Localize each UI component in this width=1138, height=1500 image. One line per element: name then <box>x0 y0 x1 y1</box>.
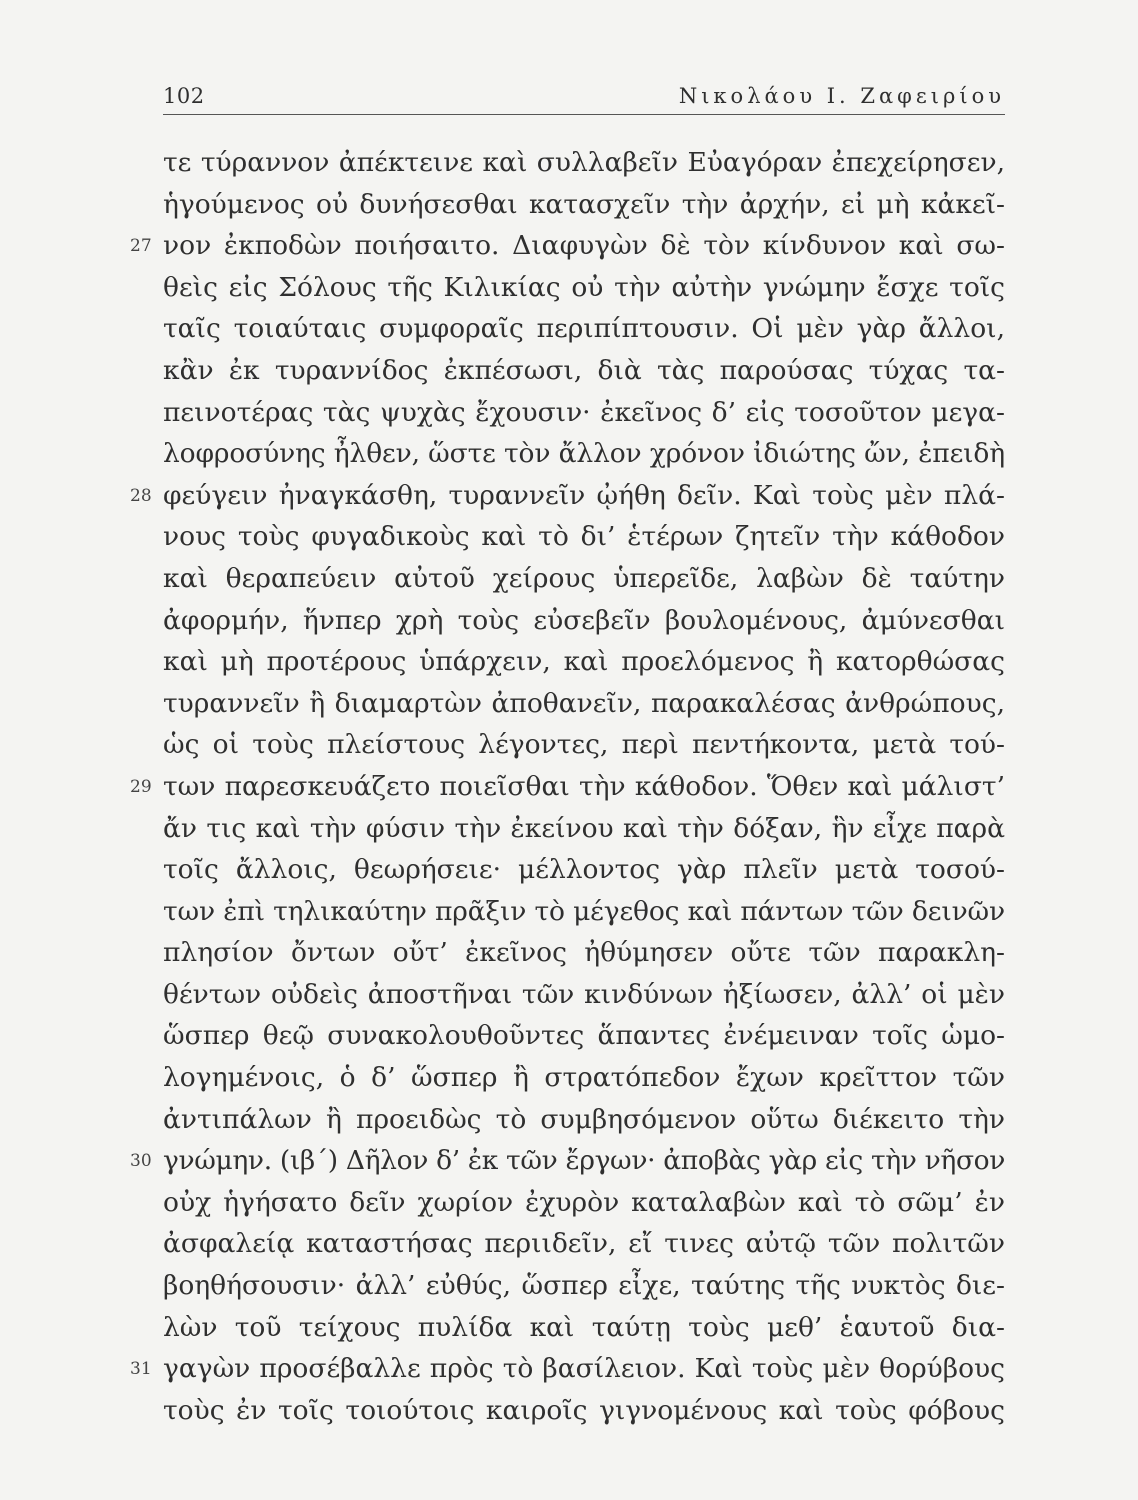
text-line <box>130 267 1030 309</box>
line-text: ἀφορμήν, ἥνπερ χρὴ τοὺς εὐσεβεῖν βουλομένους, ἀμύνεσθαι <box>163 604 1005 636</box>
line-text: κἂν ἐκ τυραννίδος ἐκπέσωσι, διὰ τὰς παρούσας τύχας τα- <box>163 354 1005 386</box>
text-line <box>130 1015 1030 1057</box>
line-text: ἀντιπάλων ἢ προειδὼς τὸ συμβησόμενον οὕτω διέκειτο τὴν <box>163 1103 1005 1135</box>
text-line <box>130 184 1030 226</box>
text-line <box>130 683 1030 725</box>
line-text: νον ἐκποδὼν ποιήσαιτο. Διαφυγὼν δὲ τὸν κίνδυνον καὶ σω- <box>163 230 1005 262</box>
line-text: φεύγειν ἠναγκάσθη, τυραννεῖν ᾠήθη δεῖν. Καὶ τοὺς μὲν πλά- <box>163 479 1005 511</box>
line-text: πλησίον ὄντων οὔτ’ ἐκεῖνος ἠθύμησεν οὔτε τῶν παρακλη- <box>163 937 1005 969</box>
line-text: τυραννεῖν ἢ διαμαρτὼν ἀποθανεῖν, παρακαλέσας ἀνθρώπους, <box>163 687 1005 719</box>
text-line <box>130 1057 1030 1099</box>
text-line <box>130 350 1030 392</box>
text-line <box>130 475 1030 517</box>
text-line <box>130 1265 1030 1307</box>
line-text: βοηθήσουσιν· ἀλλ’ εὐθύς, ὥσπερ εἶχε, ταύτης τῆς νυκτὸς διε- <box>163 1270 1005 1302</box>
text-line <box>130 932 1030 974</box>
text-line <box>130 225 1030 267</box>
line-number: 29 <box>130 776 152 797</box>
text-line <box>130 974 1030 1016</box>
line-text: ἄν τις καὶ τὴν φύσιν τὴν ἐκείνου καὶ τὴν δόξαν, ἣν εἶχε παρὰ <box>163 812 1005 844</box>
text-line <box>130 308 1030 350</box>
line-number: 31 <box>130 1359 152 1380</box>
line-text: ὡς οἱ τοὺς πλείστους λέγοντες, περὶ πεντήκοντα, μετὰ τού- <box>163 729 1005 761</box>
line-text: ἀσφαλείᾳ καταστήσας περιιδεῖν, εἴ τινες αὐτῷ τῶν πολιτῶν <box>163 1228 1005 1260</box>
line-text: θεὶς εἰς Σόλους τῆς Κιλικίας οὐ τὴν αὐτὴν γνώμην ἔσχε τοῖς <box>163 271 1005 303</box>
text-line <box>130 641 1030 683</box>
text-line <box>130 1390 1030 1432</box>
body-text <box>130 142 1030 1431</box>
line-text: καὶ μὴ προτέρους ὑπάρχειν, καὶ προελόμενος ἢ κατορθώσας <box>163 646 1005 678</box>
line-text: τοὺς ἐν τοῖς τοιούτοις καιροῖς γιγνομένους καὶ τοὺς φόβους <box>163 1394 1005 1426</box>
text-line <box>130 808 1030 850</box>
text-line <box>130 1223 1030 1265</box>
line-text: πεινοτέρας τὰς ψυχὰς ἔχουσιν· ἐκεῖνος δ’ εἰς τοσοῦτον μεγα- <box>163 396 1005 428</box>
text-line <box>130 1182 1030 1224</box>
text-line <box>130 1099 1030 1141</box>
line-text: οὐχ ἡγήσατο δεῖν χωρίον ἐχυρὸν καταλαβὼν καὶ τὸ σῶμ’ ἐν <box>163 1186 1005 1218</box>
text-line <box>130 1307 1030 1349</box>
line-text: νους τοὺς φυγαδικοὺς καὶ τὸ δι’ ἑτέρων ζητεῖν τὴν κάθοδον <box>163 521 1005 553</box>
line-text: γαγὼν προσέβαλλε πρὸς τὸ βασίλειον. Καὶ τοὺς μὲν θορύβους <box>163 1353 1005 1385</box>
line-number: 28 <box>130 485 152 506</box>
text-line <box>130 1348 1030 1390</box>
text-line <box>130 516 1030 558</box>
line-text: των παρεσκευάζετο ποιεῖσθαι τὴν κάθοδον. Ὅθεν καὶ μάλιστ’ <box>163 770 1005 802</box>
line-text: καὶ θεραπεύειν αὐτοῦ χείρους ὑπερεῖδε, λαβὼν δὲ ταύτην <box>163 562 1005 594</box>
text-line <box>130 1140 1030 1182</box>
line-number: 30 <box>130 1151 152 1172</box>
text-line <box>130 766 1030 808</box>
text-line <box>130 433 1030 475</box>
page-header <box>163 80 1005 115</box>
text-line <box>130 724 1030 766</box>
running-head: Νικολάου Ι. Ζαφειρίου <box>678 84 1005 108</box>
line-text: τε τύραννον ἀπέκτεινε καὶ συλλαβεῖν Εὐαγόραν ἐπεχείρησεν, <box>163 147 1005 178</box>
text-line <box>130 891 1030 933</box>
line-text: ταῖς τοιαύταις συμφοραῖς περιπίπτουσιν. Οἱ μὲν γὰρ ἄλλοι, <box>163 313 1005 345</box>
page-number: 102 <box>163 84 205 108</box>
line-text: λοφροσύνης ἦλθεν, ὥστε τὸν ἄλλον χρόνον ἰδιώτης ὤν, ἐπειδὴ <box>163 438 1005 470</box>
line-text: λογημένοις, ὁ δ’ ὥσπερ ἢ στρατόπεδον ἔχων κρεῖττον τῶν <box>163 1062 1005 1094</box>
line-text: ἡγούμενος οὐ δυνήσεσθαι κατασχεῖν τὴν ἀρχήν, εἰ μὴ κἀκεῖ- <box>163 188 1005 220</box>
line-number: 27 <box>130 236 152 257</box>
text-line <box>130 558 1030 600</box>
text-line <box>130 392 1030 434</box>
line-text: θέντων οὐδεὶς ἀποστῆναι τῶν κινδύνων ἠξίωσεν, ἀλλ’ οἱ μὲν <box>163 978 1005 1010</box>
line-text: ὥσπερ θεῷ συνακολουθοῦντες ἅπαντες ἐνέμειναν τοῖς ὡμο- <box>163 1020 1005 1052</box>
text-line <box>130 849 1030 891</box>
text-line <box>130 600 1030 642</box>
line-text: τοῖς ἄλλοις, θεωρήσειε· μέλλοντος γὰρ πλεῖν μετὰ τοσού- <box>163 854 1005 886</box>
text-line <box>130 142 1030 184</box>
line-text: λὼν τοῦ τείχους πυλίδα καὶ ταύτῃ τοὺς μεθ’ ἑαυτοῦ δια- <box>163 1311 1005 1343</box>
line-text: γνώμην. (ιβ΄) Δῆλον δ’ ἐκ τῶν ἔργων· ἀποβὰς γὰρ εἰς τὴν νῆσον <box>163 1145 1006 1177</box>
line-text: των ἐπὶ τηλικαύτην πρᾶξιν τὸ μέγεθος καὶ πάντων τῶν δεινῶν <box>163 895 1005 927</box>
